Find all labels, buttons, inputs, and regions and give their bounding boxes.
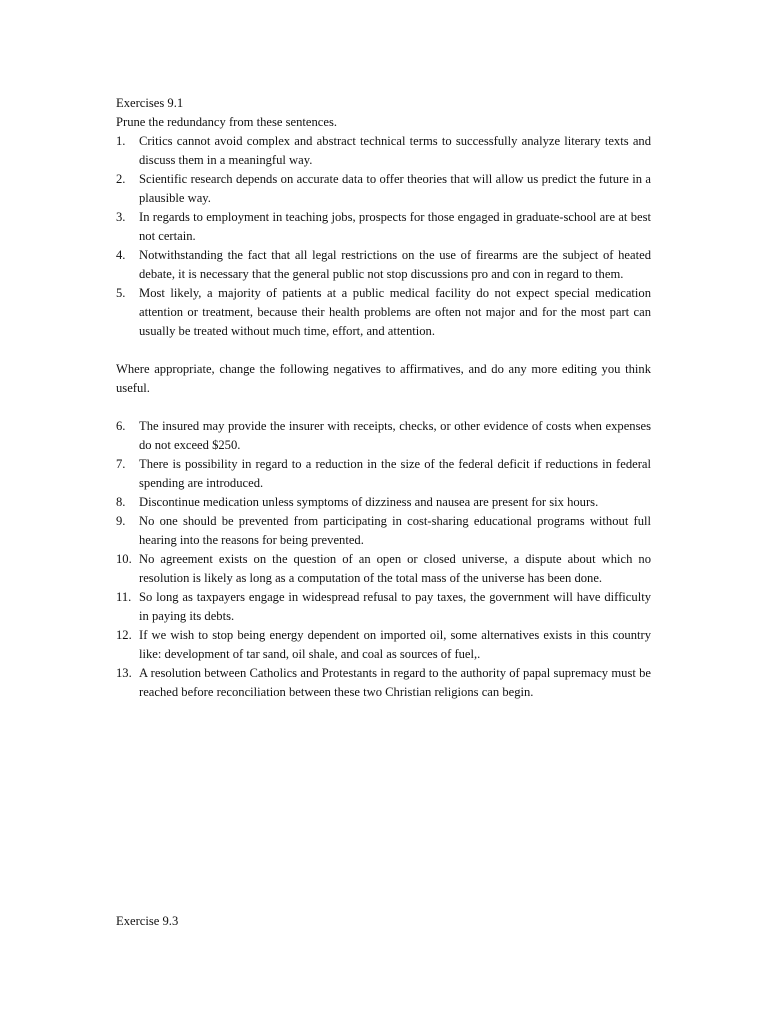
item-text: In regards to employment in teaching jobs, prospects for those engaged in graduate-school are at best not certain. <box>139 210 651 243</box>
section-instruction: Prune the redundancy from these sentences. <box>116 115 338 129</box>
exercise-list-2 <box>116 417 651 702</box>
item-text: Most likely, a majority of patients at a public medical facility do not expect special medication attention or treatment, because their health problems are often not major and for the most part can usually be treated without much time, effort, and attention. <box>139 286 651 338</box>
item-text: No agreement exists on the question of an open or closed universe, a dispute about which no resolution is likely as long as a computation of the total mass of the universe has been done. <box>139 552 651 585</box>
item-text: Scientific research depends on accurate data to offer theories that will allow us predict the future in a plausible way. <box>139 172 651 205</box>
item-text: The insured may provide the insurer with receipts, checks, or other evidence of costs when expenses do not exceed $250. <box>139 419 651 452</box>
item-number: 13. <box>116 666 132 680</box>
item-text: Discontinue medication unless symptoms of dizziness and nausea are present for six hours. <box>139 495 599 509</box>
list-item <box>116 132 651 170</box>
item-text: There is possibility in regard to a reduction in the size of the federal deficit if reductions in federal spending are introduced. <box>139 457 651 490</box>
item-text: A resolution between Catholics and Protestants in regard to the authority of papal supremacy must be reached before reconciliation between these two Christian religions can begin. <box>139 666 651 699</box>
item-number: 11. <box>116 590 132 604</box>
section-title: Exercises 9.1 <box>116 96 184 110</box>
list-item <box>116 664 651 702</box>
item-number: 6. <box>116 419 126 433</box>
item-number: 2. <box>116 172 126 186</box>
list-item <box>116 284 651 341</box>
list-item <box>116 208 651 246</box>
list-item <box>116 170 651 208</box>
list-item <box>116 246 651 284</box>
list-item <box>116 588 651 626</box>
list-item <box>116 626 651 664</box>
item-number: 1. <box>116 134 126 148</box>
item-number: 5. <box>116 286 126 300</box>
item-text: If we wish to stop being energy dependent on imported oil, some alternatives exists in this country like: development of tar sand, oil shale, and coal as sources of fuel,. <box>139 628 651 661</box>
list-item <box>116 550 651 588</box>
item-number: 7. <box>116 457 126 471</box>
document-page <box>116 94 651 702</box>
item-number: 10. <box>116 552 132 566</box>
item-number: 4. <box>116 248 126 262</box>
item-number: 3. <box>116 210 126 224</box>
spacer <box>116 398 651 417</box>
section-title: Exercise 9.3 <box>116 914 179 928</box>
list-item <box>116 455 651 493</box>
item-text: No one should be prevented from participating in cost-sharing educational programs without full hearing into the reasons for being prevented. <box>139 514 651 547</box>
item-number: 12. <box>116 628 132 642</box>
item-number: 9. <box>116 514 126 528</box>
item-text: Notwithstanding the fact that all legal restrictions on the use of firearms are the subject of heated debate, it is necessary that the general public not stop discussions pro and con in regard to them. <box>139 248 651 281</box>
item-number: 8. <box>116 495 126 509</box>
item-text: Critics cannot avoid complex and abstract technical terms to successfully analyze literary texts and discuss them in a meaningful way. <box>139 134 651 167</box>
list-item <box>116 512 651 550</box>
spacer <box>116 341 651 360</box>
list-item <box>116 417 651 455</box>
exercise-list-1 <box>116 132 651 341</box>
item-text: So long as taxpayers engage in widespread refusal to pay taxes, the government will have difficulty in paying its debts. <box>139 590 651 623</box>
list-item <box>116 493 651 512</box>
section-instruction: Where appropriate, change the following negatives to affirmatives, and do any more editing you think useful. <box>116 362 651 395</box>
